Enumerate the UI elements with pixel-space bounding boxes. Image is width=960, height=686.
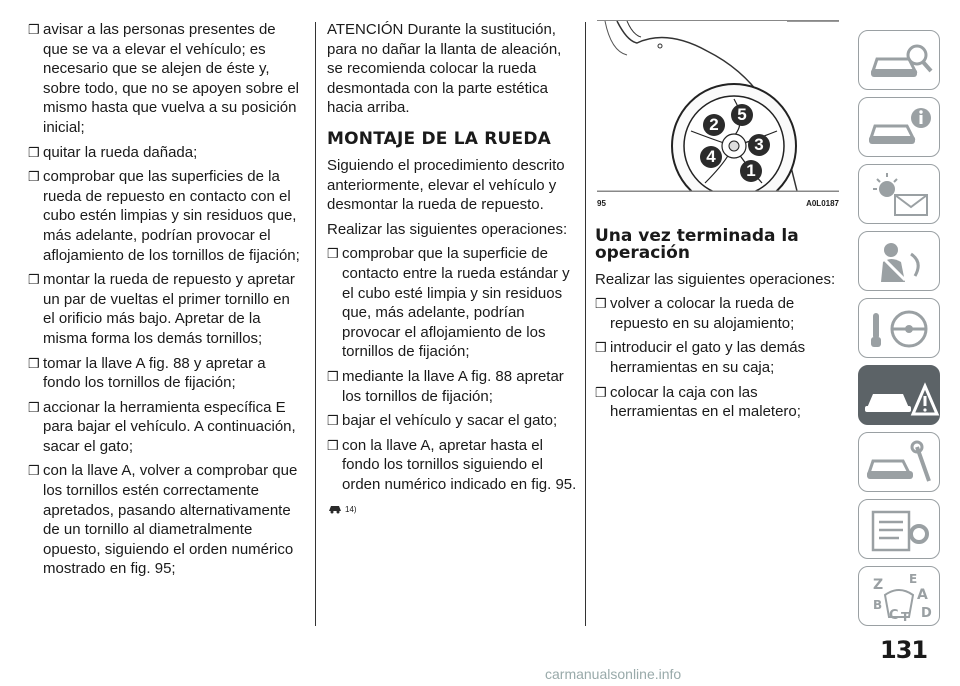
list-item: ❒ volver a colocar la rueda de repuesto en su alojamiento; [595, 295, 795, 332]
checkbox-bullet-icon: ❒ [595, 340, 607, 356]
paragraph: Siguiendo el procedimiento descrito anteriormente, elevar el vehículo y desmontar la rueda de repuesto. [327, 156, 565, 214]
key-steering-wheel-icon [859, 299, 941, 359]
list-item: ❒ con la llave A, apretar hasta el fondo los tornillos siguiendo el orden numérico indicado en fig. 95. [327, 436, 577, 493]
car-warning-triangle-icon [859, 366, 941, 426]
column-2 [327, 20, 577, 520]
checkbox-bullet-icon: ❒ [28, 463, 40, 479]
list-item: ❒ mediante la llave A fig. 88 apretar los tornillos de fijación; [327, 367, 564, 405]
list-item: ❒ colocar la caja con las herramientas en el maletero; [595, 383, 801, 421]
document-gear-icon [859, 500, 941, 560]
chapter-sidebar [858, 30, 942, 633]
seatbelt-person-icon [859, 232, 941, 292]
tab-safety[interactable] [858, 231, 940, 291]
tab-car-info[interactable] [858, 97, 940, 157]
figure-code: A0L0187 [806, 199, 839, 208]
list-item: ❒ accionar la herramienta específica E para bajar el vehículo. A continuación, sacar el gato; [28, 398, 296, 455]
column-1 [28, 20, 304, 584]
steps-list-1 [28, 20, 304, 579]
alphabet-index-icon [859, 567, 941, 627]
column-divider [315, 22, 316, 626]
column-3 [595, 20, 842, 427]
bolt-label-2: 2 [702, 113, 726, 137]
checkbox-bullet-icon: ❒ [28, 355, 40, 371]
list-item: ❒ avisar a las personas presentes de que se va a elevar el vehículo; es necesario que se alejen de éste y, sobre todo, que no se apoyen sobre el mismo hasta que vuelva a su posición inicial; [28, 21, 300, 136]
svg-text:Z: Z [873, 577, 884, 593]
list-item: ❒ bajar el vehículo y sacar el gato; [327, 412, 558, 430]
checkbox-bullet-icon: ❒ [327, 368, 339, 384]
paragraph: Realizar las siguientes operaciones: [327, 220, 568, 238]
checkbox-bullet-icon: ❒ [327, 413, 339, 429]
svg-text:C: C [889, 608, 899, 623]
list-item: ❒ introducir el gato y las demás herramientas en su caja; [595, 339, 806, 376]
checkbox-bullet-icon: ❒ [28, 22, 40, 37]
bolt-label-5: 5 [730, 103, 754, 127]
tab-lights-messages[interactable] [858, 164, 940, 224]
checkbox-bullet-icon: ❒ [327, 246, 339, 262]
tab-emergency[interactable] [858, 365, 940, 425]
section-title-montaje: MONTAJE DE LA RUEDA [327, 128, 552, 149]
watermark: carmanualsonline.info [545, 666, 682, 682]
svg-text:D: D [921, 606, 932, 621]
light-envelope-icon [859, 165, 941, 225]
tab-index[interactable] [858, 566, 940, 626]
car-warning-icon [327, 500, 343, 514]
figure-caption [597, 191, 839, 214]
list-item: ❒ tomar la llave A fig. 88 y apretar a fondo los tornillos de fijación; [28, 354, 266, 392]
bolt-label-1: 1 [739, 159, 763, 183]
checkbox-bullet-icon: ❒ [28, 399, 40, 415]
car-info-icon [859, 98, 941, 158]
paragraph: Realizar las siguientes operaciones: [595, 270, 836, 288]
section-title-terminada: Una vez terminada la operación [595, 225, 799, 263]
checkbox-bullet-icon: ❒ [595, 384, 607, 400]
checkbox-bullet-icon: ❒ [28, 169, 40, 185]
list-item: ❒ quitar la rueda dañada; [28, 143, 198, 161]
list-item: ❒ con la llave A, volver a comprobar que los tornillos estén correctamente apretados, pasando alternativamente de un tornillo al diametralmente opuesto, siguiendo el orden numérico mostrado en fig. 95; [28, 462, 298, 578]
bolt-label-3: 3 [747, 133, 771, 157]
wheel-figure [597, 20, 839, 191]
tab-technical-data[interactable] [858, 499, 940, 559]
svg-text:B: B [873, 598, 883, 612]
car-search-icon [859, 31, 941, 91]
page-number: 131 [880, 636, 928, 664]
svg-text:T: T [901, 610, 910, 624]
steps-list-2 [327, 244, 577, 494]
list-item: ❒ montar la rueda de repuesto y apretar un par de vueltas el primer tornillo en el orificio más bajo. Apretar de la misma forma los demás tornillos; [28, 271, 295, 347]
attention-note: ATENCIÓN Durante la sustitución, para no dañar la llanta de aleación, se recomienda colocar la rueda desmontada con la parte estética hacia arriba. [327, 21, 562, 117]
warning-reference[interactable] [327, 500, 577, 520]
steps-list-3 [595, 294, 842, 422]
svg-text:A: A [917, 587, 928, 603]
tab-car-knowledge[interactable] [858, 30, 940, 90]
bolt-label-4: 4 [699, 145, 723, 169]
list-item: ❒ comprobar que la superficie de contacto entre la rueda estándar y el cubo esté limpia y sin residuos que, más adelante, podrían provocar el aflojamiento de los tornillos de fijación; [327, 245, 570, 361]
svg-text:E: E [909, 572, 918, 586]
tab-starting-driving[interactable] [858, 298, 940, 358]
column-divider [585, 22, 586, 626]
warning-reference-number: 14) [345, 505, 357, 515]
checkbox-bullet-icon: ❒ [327, 437, 339, 453]
checkbox-bullet-icon: ❒ [28, 272, 40, 288]
checkbox-bullet-icon: ❒ [595, 296, 607, 312]
checkbox-bullet-icon: ❒ [28, 144, 40, 160]
tab-maintenance[interactable] [858, 432, 940, 492]
car-wrench-icon [859, 433, 941, 493]
list-item: ❒ comprobar que las superficies de la rueda de repuesto en contacto con el cubo estén limpias y sin residuos que, más adelante, podrían provocar el aflojamiento de los tornillos de fijación; [28, 168, 300, 264]
figure-number: 95 [597, 199, 606, 208]
